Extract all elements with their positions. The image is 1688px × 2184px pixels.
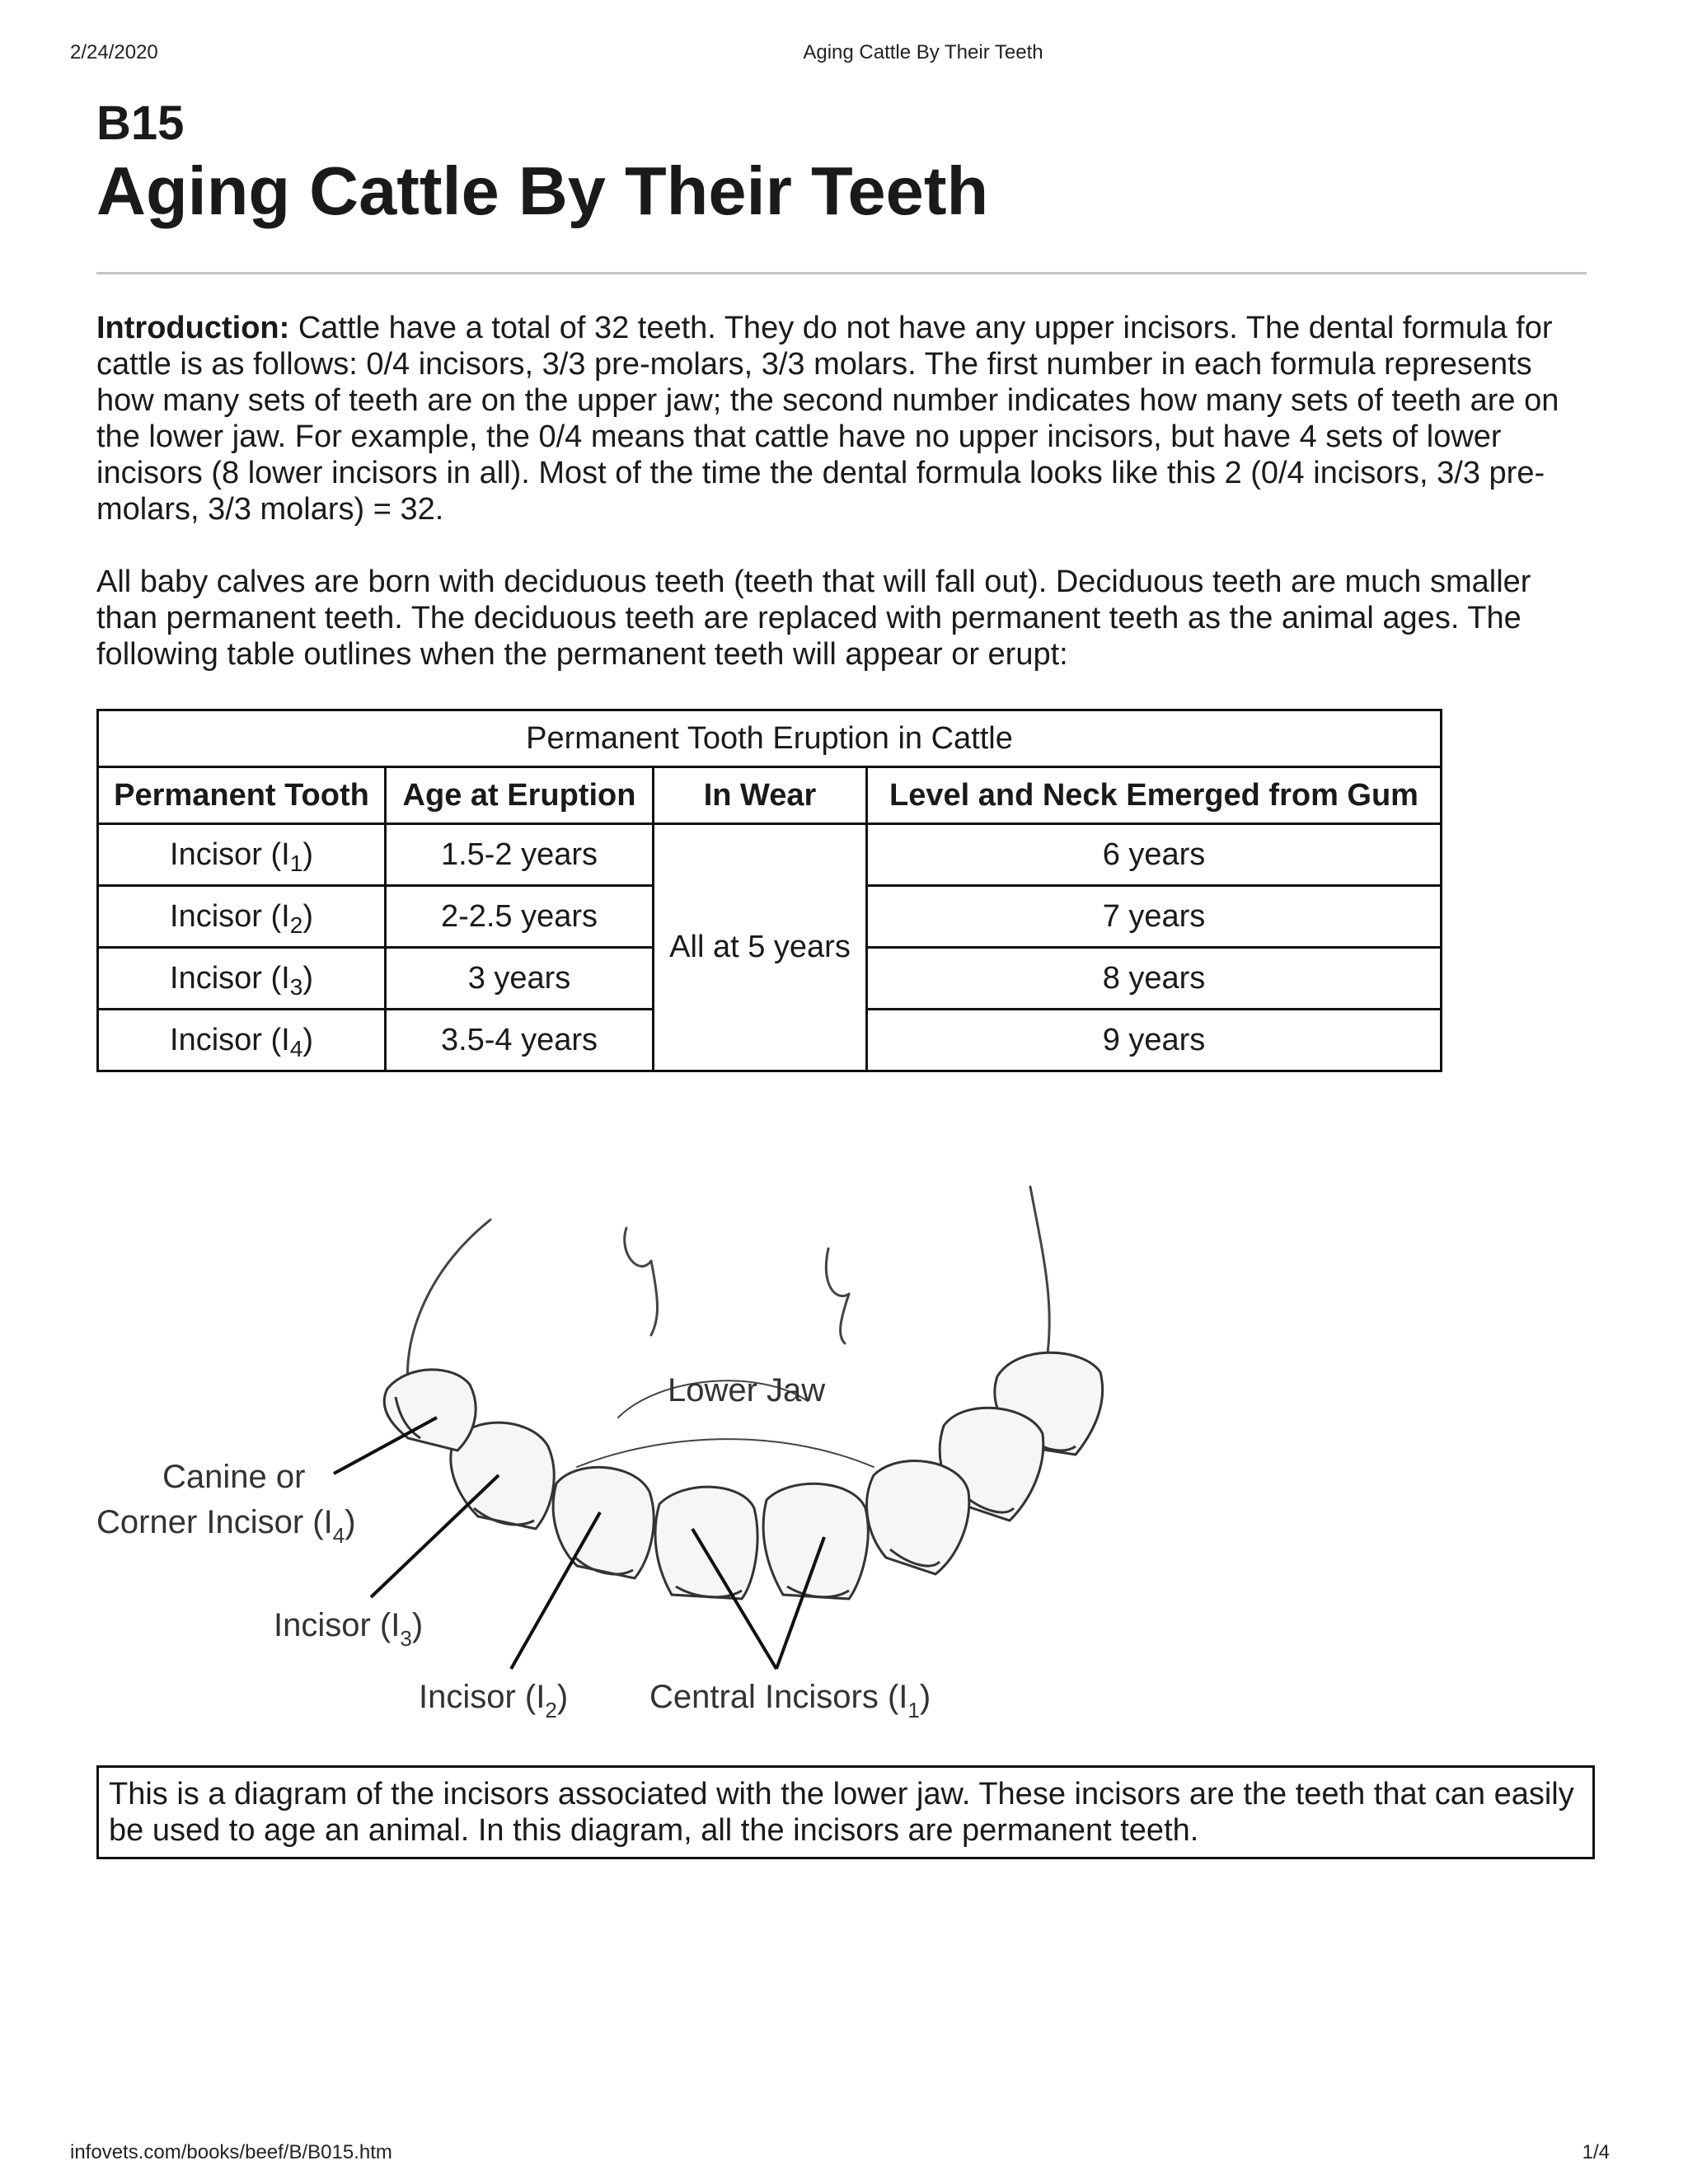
leader-line-i3 — [371, 1475, 499, 1597]
tooth-cell: Incisor $(I_4)$ — [98, 1010, 386, 1071]
intro-label: Introduction: — [96, 311, 290, 345]
title-divider — [96, 272, 1587, 274]
column-header: Level and Neck Emerged from Gum — [867, 767, 1442, 824]
level-cell: 7 years — [867, 886, 1442, 948]
introduction-paragraph — [96, 310, 1588, 527]
jaw-outline — [407, 1220, 490, 1385]
print-date: 2/24/2020 — [70, 41, 158, 63]
tooth-right-central — [763, 1483, 868, 1599]
eruption-cell: 2-2.5 years — [386, 886, 654, 948]
table-caption: Permanent Tooth Eruption in Cattle — [98, 710, 1442, 767]
document-code: B15 — [96, 96, 185, 150]
incisor2-label: Incisor $(I_2)$ — [419, 1679, 569, 1722]
table-row — [98, 824, 1442, 886]
lower-jaw-label: Lower Jaw — [668, 1372, 826, 1408]
column-header: Permanent Tooth — [98, 767, 386, 824]
level-cell: 6 years — [867, 824, 1442, 886]
tooth-cell: Incisor $(I_2)$ — [98, 886, 386, 948]
tooth-cell: Incisor $(I_3)$ — [98, 948, 386, 1010]
column-header: In Wear — [654, 767, 867, 824]
print-page-title: Aging Cattle By Their Teeth — [803, 41, 1043, 63]
document-title: Aging Cattle By Their Teeth — [96, 152, 989, 229]
eruption-cell: 3.5-4 years — [386, 1010, 654, 1071]
tooth-left-i2 — [553, 1467, 654, 1578]
page-number: 1/4 — [1582, 2141, 1610, 2163]
intro-text: Cattle have a total of 32 teeth. They do not have any upper incisors. The dental formula for cattle is as follows: 0/4 incisors, 3/3 pre-molars, 3/3 molars. The first number in each formula represents how many sets of teeth are on the upper jaw; the second number indicates how many sets of teeth are on the lower jaw. For example, the 0/4 means that cattle have no upper incisors, but have 4 sets of lower incisors (8 lower incisors in all). Most of the time the dental formula looks like this 2 (0/4 incisors, 3/3 pre-molars, 3/3 molars) = 32. — [96, 311, 1559, 527]
lower-jaw-diagram — [82, 1170, 1154, 1747]
leader-line-i2 — [511, 1512, 600, 1669]
leader-line-canine — [334, 1418, 437, 1474]
tooth-left-central — [655, 1487, 757, 1599]
eruption-cell: 1.5-2 years — [386, 824, 654, 886]
canine-label-line1: Canine or — [162, 1459, 306, 1495]
column-header: Age at Eruption — [386, 767, 654, 824]
footer-url: infovets.com/books/beef/B/B015.htm — [70, 2141, 392, 2163]
in-wear-cell: All at 5 years — [654, 824, 867, 1071]
central-incisors-label: Central Incisors $(I_1)$ — [649, 1679, 931, 1722]
deciduous-paragraph: All baby calves are born with deciduous teeth (teeth that will fall out). Deciduous teeth are much smaller than permanent teeth. The deciduous teeth are replaced with permanent teeth as the animal ages. The following table outlines when the permanent teeth will appear or erupt: — [96, 565, 1531, 672]
level-cell: 8 years — [867, 948, 1442, 1010]
tooth-right-i2 — [867, 1461, 969, 1574]
level-cell: 9 years — [867, 1010, 1442, 1071]
incisor3-label: Incisor $(I_3)$ — [274, 1607, 424, 1651]
canine-label-line2: Corner Incisor $(I_4)$ — [96, 1504, 356, 1548]
eruption-cell: 3 years — [386, 948, 654, 1010]
tooth-cell: Incisor $(I_1)$ — [98, 824, 386, 886]
diagram-note: This is a diagram of the incisors associated with the lower jaw. These incisors are the teeth that can easily be used to age an animal. In this diagram, all the incisors are permanent teeth. — [96, 1765, 1595, 1859]
jaw-outline — [1030, 1187, 1049, 1360]
eruption-table — [96, 709, 1442, 1072]
